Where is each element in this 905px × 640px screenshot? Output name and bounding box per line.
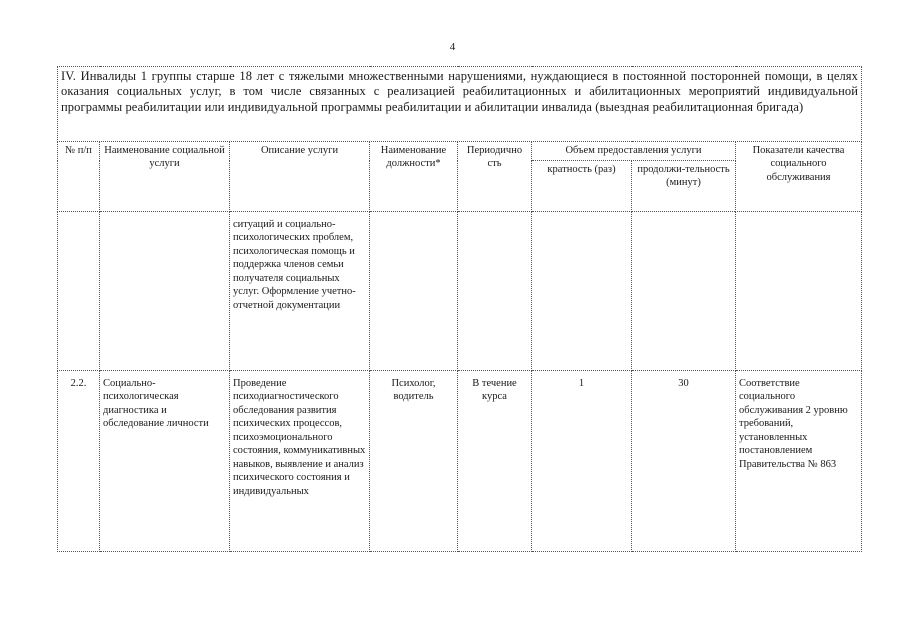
section-title-row <box>58 67 862 142</box>
cell-quality <box>736 212 862 371</box>
cell-num <box>58 212 100 371</box>
header-frequency: кратность (раз) <box>532 161 632 212</box>
table-row <box>58 212 862 371</box>
header-quality: Показатели качества социального обслуживания <box>736 142 862 212</box>
header-description: Описание услуги <box>230 142 370 212</box>
header-position: Наименование должности* <box>370 142 458 212</box>
header-periodicity: Периодично сть <box>458 142 532 212</box>
cell-position <box>370 212 458 371</box>
cell-description: ситуаций и социально-психологических проблем, психологическая помощь и поддержка членов семьи получателя социальных услуг. Оформление учетно-отчетной документации <box>230 212 370 371</box>
cell-num: 2.2. <box>58 371 100 552</box>
cell-duration <box>632 212 736 371</box>
section-title: IV. Инвалиды 1 группы старше 18 лет с тяжелыми множественными нарушениями, нуждающиеся в постоянной посторонней помощи, в целях оказания социальных услуг, в том числе связанных с реализацией реабилитационных и абилитационных мероприятий индивидуальной программы реабилитации или индивидуальной программы реабилитации и абилитации инвалида (выездная реабилитационная бригада) <box>58 67 862 142</box>
cell-description: Проведение психодиагностического обследования развития психических процессов, психоэмоционального состояния, коммуникативных навыков, выявление и анализ психического состояния и индивидуальных <box>230 371 370 552</box>
header-row <box>58 142 862 161</box>
cell-quality: Соответствие социального обслуживания 2 уровню требований, установленных постановлением Правительства № 863 <box>736 371 862 552</box>
header-service-name: Наименование социальной услуги <box>100 142 230 212</box>
header-volume: Объем предоставления услуги <box>532 142 736 161</box>
services-table <box>57 66 862 552</box>
cell-frequency <box>532 212 632 371</box>
cell-frequency: 1 <box>532 371 632 552</box>
cell-service-name: Социально-психологическая диагностика и обследование личности <box>100 371 230 552</box>
page-number: 4 <box>449 41 456 53</box>
cell-duration: 30 <box>632 371 736 552</box>
header-num: № п/п <box>58 142 100 212</box>
table-row <box>58 371 862 552</box>
cell-periodicity: В течение курса <box>458 371 532 552</box>
cell-service-name <box>100 212 230 371</box>
cell-position: Психолог, водитель <box>370 371 458 552</box>
cell-periodicity <box>458 212 532 371</box>
header-duration: продолжи-тельность (минут) <box>632 161 736 212</box>
